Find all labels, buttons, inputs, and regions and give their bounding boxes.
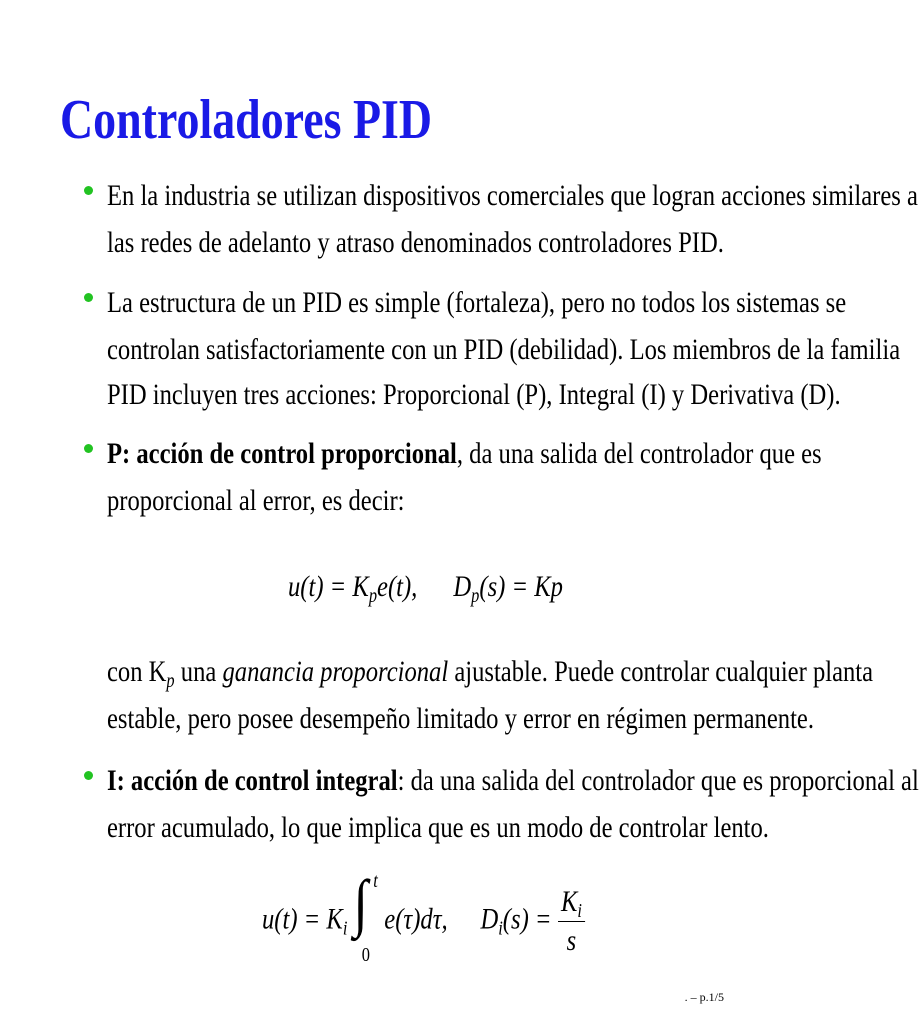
after-mid: una bbox=[174, 655, 223, 688]
after-rest: ajustable. Puede controlar cualquier planta bbox=[448, 655, 874, 688]
eq-p-right: D bbox=[453, 570, 472, 603]
eq-p-left: u(t) = K bbox=[288, 570, 369, 603]
integral-sign: ∫ t 0 bbox=[353, 866, 378, 966]
bullet-dot bbox=[84, 186, 93, 195]
integral-upper: t bbox=[373, 869, 378, 892]
eq-i-left-sub: i bbox=[342, 917, 348, 940]
bullet4-line1-rest: : da una salida del controlador que es proporcional al bbox=[397, 764, 919, 797]
bullet3-line1-rest: , da una salida del controlador que es bbox=[456, 437, 822, 470]
bullet2-line2: controlan satisfactoriamente con un PID (debilidad). Los miembros de la familia bbox=[107, 333, 901, 366]
frac-num: K bbox=[560, 885, 578, 918]
eq-i-right-sub: i bbox=[498, 917, 503, 940]
bullet4-bold: I: acción de control integral bbox=[107, 764, 398, 797]
equation-i bbox=[262, 866, 585, 966]
after-pre: con K bbox=[107, 655, 167, 688]
bullet-dot bbox=[84, 293, 93, 302]
frac-den: s bbox=[566, 924, 577, 957]
bullet1-line2: las redes de adelanto y atraso denominados controladores PID. bbox=[107, 226, 724, 259]
eq-i-integrand: e(τ)dτ, bbox=[384, 902, 448, 936]
bullet4-line2: error acumulado, lo que implica que es un modo de controlar lento. bbox=[107, 811, 769, 844]
eq-p-left-rest: e(t), bbox=[377, 570, 418, 603]
eq-i-left: u(t) = K bbox=[262, 902, 343, 936]
bullet2-line3: PID incluyen tres acciones: Proporcional (P), Integral (I) y Derivativa (D). bbox=[107, 378, 841, 411]
bullet3-bold: P: acción de control proporcional bbox=[107, 437, 457, 470]
after-italic: ganancia proporcional bbox=[222, 655, 449, 688]
bullet2-line1: La estructura de un PID es simple (fortaleza), pero no todos los sistemas se bbox=[107, 286, 847, 319]
page-footer: . – p.1/5 bbox=[684, 990, 724, 1004]
eq-p-right-rest: (s) = Kp bbox=[479, 570, 563, 603]
bullet4-line1 bbox=[107, 764, 919, 798]
bullet3-after-line1 bbox=[107, 655, 874, 692]
eq-p-left-sub: p bbox=[368, 585, 378, 607]
bullet-dot bbox=[84, 444, 93, 453]
eq-i-right: D bbox=[480, 902, 499, 936]
bullet-dot bbox=[84, 771, 93, 780]
integral-lower: 0 bbox=[361, 943, 370, 966]
fraction bbox=[558, 885, 586, 958]
after-sub: p bbox=[166, 670, 175, 692]
bullet3-line2: proporcional al error, es decir: bbox=[107, 484, 405, 517]
eq-i-right-rest: (s) = bbox=[502, 902, 552, 936]
page-title: Controladores PID bbox=[60, 89, 433, 151]
eq-p-right-sub: p bbox=[471, 585, 480, 607]
bullet3-line1 bbox=[107, 437, 822, 471]
equation-p bbox=[288, 570, 563, 607]
frac-num-sub: i bbox=[577, 900, 582, 922]
bullet1-line1: En la industria se utilizan dispositivos comerciales que logran acciones similares a bbox=[107, 179, 918, 212]
bullet3-after-line2: estable, pero posee desempeño limitado y error en régimen permanente. bbox=[107, 702, 814, 735]
